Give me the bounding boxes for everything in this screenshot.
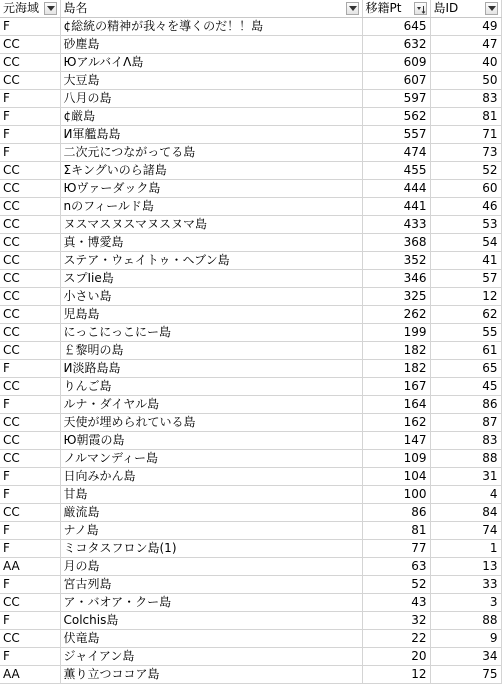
cell-transfer-pt[interactable]: 444 [362, 180, 430, 198]
column-header-label: 島名 [63, 1, 88, 15]
cell-transfer-pt[interactable]: 104 [362, 468, 430, 486]
cell-island-name[interactable]: 児島島 [60, 306, 362, 324]
cell-transfer-pt[interactable]: 325 [362, 288, 430, 306]
cell-island-id[interactable]: 9 [430, 630, 501, 648]
table-row [0, 666, 501, 684]
table-row [0, 396, 501, 414]
table-row [0, 252, 501, 270]
cell-island-name[interactable]: ノルマンディー島 [60, 450, 362, 468]
cell-island-id[interactable]: 33 [430, 576, 501, 594]
cell-region[interactable]: CC [0, 252, 60, 270]
table-row [0, 144, 501, 162]
filter-dropdown-icon[interactable] [346, 2, 359, 15]
cell-island-id[interactable]: 53 [430, 216, 501, 234]
filter-dropdown-icon[interactable] [44, 2, 57, 15]
cell-island-id[interactable]: 50 [430, 72, 501, 90]
cell-region[interactable]: F [0, 648, 60, 666]
cell-transfer-pt[interactable]: 81 [362, 522, 430, 540]
cell-island-name[interactable]: 天使が埋められている島 [60, 414, 362, 432]
cell-island-id[interactable]: 60 [430, 180, 501, 198]
sort-descending-filter-icon[interactable] [414, 2, 427, 15]
cell-transfer-pt[interactable]: 20 [362, 648, 430, 666]
cell-transfer-pt[interactable]: 455 [362, 162, 430, 180]
cell-region[interactable]: CC [0, 234, 60, 252]
column-header-island-id [430, 0, 501, 18]
cell-island-id[interactable]: 75 [430, 666, 501, 684]
cell-island-name[interactable]: 伏竜島 [60, 630, 362, 648]
cell-island-name[interactable]: И軍艦島島 [60, 126, 362, 144]
cell-island-id[interactable]: 83 [430, 90, 501, 108]
table-row [0, 648, 501, 666]
table-row [0, 450, 501, 468]
cell-island-name[interactable]: 砂塵島 [60, 36, 362, 54]
cell-region[interactable]: CC [0, 54, 60, 72]
cell-transfer-pt[interactable]: 182 [362, 342, 430, 360]
table-row [0, 90, 501, 108]
cell-region[interactable]: F [0, 90, 60, 108]
cell-island-name[interactable]: スプIie島 [60, 270, 362, 288]
cell-island-name[interactable]: 日向みかん島 [60, 468, 362, 486]
cell-region[interactable]: F [0, 126, 60, 144]
cell-transfer-pt[interactable]: 100 [362, 486, 430, 504]
cell-transfer-pt[interactable]: 597 [362, 90, 430, 108]
cell-region[interactable]: CC [0, 36, 60, 54]
cell-island-id[interactable]: 4 [430, 486, 501, 504]
cell-island-id[interactable]: 41 [430, 252, 501, 270]
cell-transfer-pt[interactable]: 352 [362, 252, 430, 270]
table-row [0, 36, 501, 54]
cell-region[interactable]: F [0, 468, 60, 486]
cell-transfer-pt[interactable]: 645 [362, 18, 430, 36]
cell-region[interactable]: F [0, 612, 60, 630]
cell-region[interactable]: CC [0, 216, 60, 234]
table-row [0, 54, 501, 72]
cell-island-id[interactable]: 73 [430, 144, 501, 162]
cell-transfer-pt[interactable]: 22 [362, 630, 430, 648]
cell-region[interactable]: CC [0, 198, 60, 216]
cell-transfer-pt[interactable]: 433 [362, 216, 430, 234]
cell-transfer-pt[interactable]: 368 [362, 234, 430, 252]
cell-island-name[interactable]: 厳流島 [60, 504, 362, 522]
cell-island-id[interactable]: 49 [430, 18, 501, 36]
table-row [0, 270, 501, 288]
cell-region[interactable]: CC [0, 594, 60, 612]
column-header-island-name [60, 0, 362, 18]
cell-island-id[interactable]: 61 [430, 342, 501, 360]
column-header-label: 元海域 [3, 1, 40, 15]
cell-island-name[interactable]: ステア・ウェイトゥ・ヘブン島 [60, 252, 362, 270]
cell-region[interactable]: CC [0, 414, 60, 432]
cell-island-id[interactable]: 47 [430, 36, 501, 54]
table-row [0, 162, 501, 180]
cell-region[interactable]: CC [0, 342, 60, 360]
cell-transfer-pt[interactable]: 162 [362, 414, 430, 432]
cell-transfer-pt[interactable]: 86 [362, 504, 430, 522]
cell-transfer-pt[interactable]: 607 [362, 72, 430, 90]
table-row [0, 432, 501, 450]
cell-island-id[interactable]: 31 [430, 468, 501, 486]
cell-island-id[interactable]: 46 [430, 198, 501, 216]
cell-transfer-pt[interactable]: 63 [362, 558, 430, 576]
cell-region[interactable]: F [0, 396, 60, 414]
cell-island-name[interactable]: ルナ・ダイヤル島 [60, 396, 362, 414]
cell-region[interactable]: CC [0, 180, 60, 198]
cell-island-name[interactable]: И淡路島島 [60, 360, 362, 378]
cell-island-id[interactable]: 83 [430, 432, 501, 450]
cell-transfer-pt[interactable]: 147 [362, 432, 430, 450]
cell-island-id[interactable]: 86 [430, 396, 501, 414]
cell-island-name[interactable]: ¢総統の精神が我々を導くのだ！！島 [60, 18, 362, 36]
cell-island-id[interactable]: 12 [430, 288, 501, 306]
cell-island-name[interactable]: Юヴァーダック島 [60, 180, 362, 198]
cell-island-name[interactable]: 二次元につながってる島 [60, 144, 362, 162]
table-row [0, 306, 501, 324]
cell-transfer-pt[interactable]: 77 [362, 540, 430, 558]
cell-transfer-pt[interactable]: 474 [362, 144, 430, 162]
cell-region[interactable]: CC [0, 270, 60, 288]
cell-region[interactable]: F [0, 540, 60, 558]
column-header-label: 島ID [433, 1, 459, 15]
cell-island-id[interactable]: 65 [430, 360, 501, 378]
cell-region[interactable]: AA [0, 666, 60, 684]
table-row [0, 108, 501, 126]
cell-island-name[interactable]: Colchis島 [60, 612, 362, 630]
cell-transfer-pt[interactable]: 32 [362, 612, 430, 630]
cell-island-id[interactable]: 84 [430, 504, 501, 522]
cell-island-id[interactable]: 87 [430, 414, 501, 432]
table-row [0, 126, 501, 144]
cell-island-id[interactable]: 62 [430, 306, 501, 324]
table-row [0, 522, 501, 540]
table-row [0, 468, 501, 486]
table-row [0, 540, 501, 558]
cell-island-id[interactable]: 13 [430, 558, 501, 576]
cell-island-name[interactable]: ¢厳島 [60, 108, 362, 126]
cell-island-name[interactable]: ナノ島 [60, 522, 362, 540]
table-row [0, 198, 501, 216]
cell-transfer-pt[interactable]: 632 [362, 36, 430, 54]
column-header-transfer-pt [362, 0, 430, 18]
cell-island-id[interactable]: 1 [430, 540, 501, 558]
cell-region[interactable]: CC [0, 72, 60, 90]
header-row [0, 0, 501, 18]
cell-island-id[interactable]: 74 [430, 522, 501, 540]
cell-region[interactable]: F [0, 144, 60, 162]
table-row [0, 576, 501, 594]
cell-island-id[interactable]: 54 [430, 234, 501, 252]
cell-island-id[interactable]: 52 [430, 162, 501, 180]
table-row [0, 486, 501, 504]
cell-region[interactable]: CC [0, 504, 60, 522]
table-row [0, 414, 501, 432]
cell-island-id[interactable]: 45 [430, 378, 501, 396]
table-row [0, 324, 501, 342]
cell-island-id[interactable]: 88 [430, 450, 501, 468]
cell-transfer-pt[interactable]: 12 [362, 666, 430, 684]
cell-region[interactable]: CC [0, 432, 60, 450]
column-header-label: 移籍Pt [365, 1, 402, 15]
cell-island-name[interactable]: 大豆島 [60, 72, 362, 90]
filter-dropdown-icon[interactable] [485, 2, 498, 15]
cell-island-id[interactable]: 55 [430, 324, 501, 342]
cell-region[interactable]: F [0, 522, 60, 540]
table-row [0, 234, 501, 252]
cell-island-name[interactable]: 真・博愛島 [60, 234, 362, 252]
cell-island-name[interactable]: Σキングいのら諸島 [60, 162, 362, 180]
table-row [0, 180, 501, 198]
table-row [0, 504, 501, 522]
table-row [0, 216, 501, 234]
cell-region[interactable]: F [0, 486, 60, 504]
table-row [0, 342, 501, 360]
table-row [0, 378, 501, 396]
cell-transfer-pt[interactable]: 43 [362, 594, 430, 612]
table-row [0, 72, 501, 90]
cell-transfer-pt[interactable]: 199 [362, 324, 430, 342]
cell-transfer-pt[interactable]: 182 [362, 360, 430, 378]
cell-island-id[interactable]: 34 [430, 648, 501, 666]
cell-island-name[interactable]: 月の島 [60, 558, 362, 576]
cell-region[interactable]: F [0, 576, 60, 594]
cell-transfer-pt[interactable]: 557 [362, 126, 430, 144]
cell-region[interactable]: F [0, 108, 60, 126]
cell-region[interactable]: AA [0, 558, 60, 576]
cell-island-name[interactable]: ЮアルバイΛ島 [60, 54, 362, 72]
column-header-region [0, 0, 60, 18]
cell-island-name[interactable]: ヌスマスヌスマヌスヌマ島 [60, 216, 362, 234]
cell-transfer-pt[interactable]: 109 [362, 450, 430, 468]
cell-island-id[interactable]: 3 [430, 594, 501, 612]
cell-transfer-pt[interactable]: 164 [362, 396, 430, 414]
table-row [0, 18, 501, 36]
cell-region[interactable]: CC [0, 288, 60, 306]
cell-island-name[interactable]: ￡黎明の島 [60, 342, 362, 360]
cell-region[interactable]: CC [0, 306, 60, 324]
cell-region[interactable]: CC [0, 450, 60, 468]
cell-island-name[interactable]: にっこにっこにー島 [60, 324, 362, 342]
cell-transfer-pt[interactable]: 562 [362, 108, 430, 126]
cell-region[interactable]: F [0, 18, 60, 36]
cell-region[interactable]: CC [0, 162, 60, 180]
table-row [0, 360, 501, 378]
cell-island-name[interactable]: ジャイアン島 [60, 648, 362, 666]
cell-island-id[interactable]: 81 [430, 108, 501, 126]
table-row [0, 288, 501, 306]
cell-transfer-pt[interactable]: 441 [362, 198, 430, 216]
cell-island-name[interactable]: ア・バオア・クー島 [60, 594, 362, 612]
cell-region[interactable]: F [0, 360, 60, 378]
cell-island-name[interactable]: 八月の島 [60, 90, 362, 108]
cell-transfer-pt[interactable]: 346 [362, 270, 430, 288]
cell-region[interactable]: CC [0, 630, 60, 648]
cell-island-name[interactable]: Ю朝霞の島 [60, 432, 362, 450]
cell-transfer-pt[interactable]: 262 [362, 306, 430, 324]
cell-island-name[interactable]: りんご島 [60, 378, 362, 396]
cell-island-name[interactable]: 甘島 [60, 486, 362, 504]
cell-island-id[interactable]: 40 [430, 54, 501, 72]
cell-island-name[interactable]: ミコタスフロン島(1) [60, 540, 362, 558]
cell-region[interactable]: CC [0, 378, 60, 396]
table-row [0, 594, 501, 612]
cell-island-name[interactable]: 薫り立つココア島 [60, 666, 362, 684]
cell-island-name[interactable]: nのフィールド島 [60, 198, 362, 216]
cell-island-name[interactable]: 宮古列島 [60, 576, 362, 594]
table-row [0, 558, 501, 576]
cell-island-id[interactable]: 57 [430, 270, 501, 288]
cell-transfer-pt[interactable]: 609 [362, 54, 430, 72]
table-row [0, 612, 501, 630]
cell-transfer-pt[interactable]: 167 [362, 378, 430, 396]
cell-island-name[interactable]: 小さい島 [60, 288, 362, 306]
cell-transfer-pt[interactable]: 52 [362, 576, 430, 594]
cell-region[interactable]: CC [0, 324, 60, 342]
cell-island-id[interactable]: 88 [430, 612, 501, 630]
cell-island-id[interactable]: 71 [430, 126, 501, 144]
table-row [0, 630, 501, 648]
